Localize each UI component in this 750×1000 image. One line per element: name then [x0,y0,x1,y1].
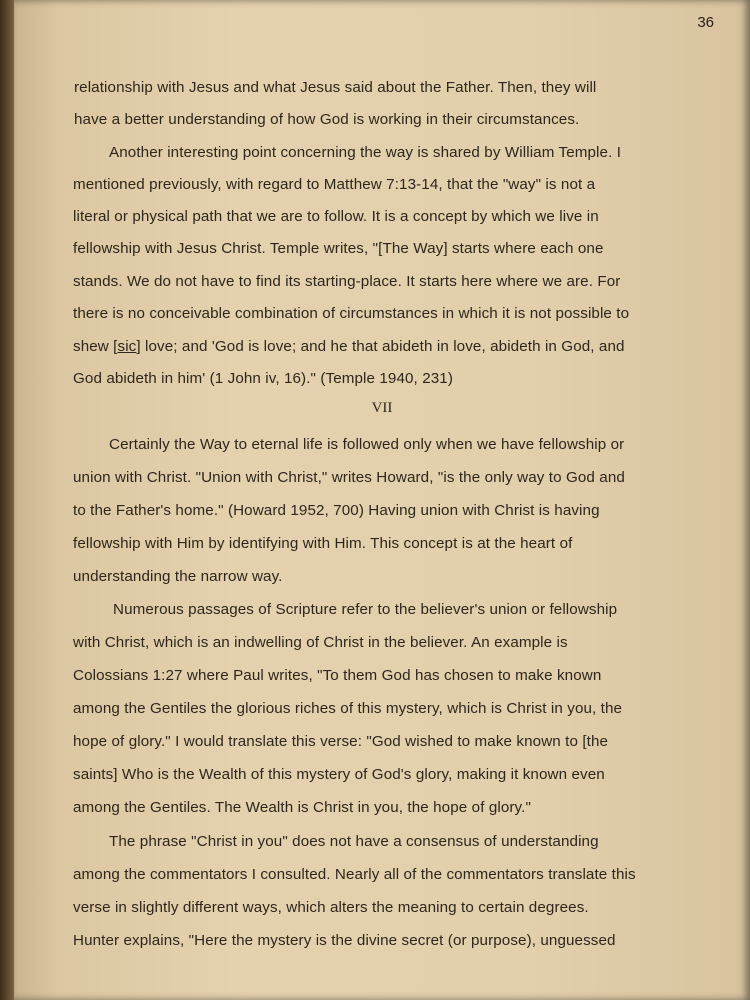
sic-underlined: sic [117,338,137,355]
text-line: hope of glory." I would translate this verse: "God wished to make known to [the [73,733,609,750]
section-heading: VII [371,400,393,416]
page-number: 36 [697,14,714,31]
text-run: ] love; and 'God is love; and he that abideth in love, abideth in God, and [136,338,625,355]
text-line: stands. We do not have to find its starting-place. It starts here where we are. For [73,273,621,290]
text-line: fellowship with Him by identifying with Him. This concept is at the heart of [73,535,573,552]
text-line: Hunter explains, "Here the mystery is the divine secret (or purpose), unguessed [73,932,616,949]
text-line: understanding the narrow way. [73,568,283,585]
book-page [14,0,750,1000]
text-line: Certainly the Way to eternal life is followed only when we have fellowship or [109,436,625,453]
text-line: Colossians 1:27 where Paul writes, "To them God has chosen to make known [73,667,602,684]
text-line: saints] Who is the Wealth of this mystery of God's glory, making it known even [73,766,605,783]
text-line: there is no conceivable combination of circumstances in which it is not possible to [73,305,630,322]
text-line: Another interesting point concerning the way is shared by William Temple. I [109,144,622,161]
text-line: have a better understanding of how God is working in their circumstances. [74,111,580,128]
text-line: The phrase "Christ in you" does not have a consensus of understanding [109,833,599,850]
text-line: among the Gentiles the glorious riches of this mystery, which is Christ in you, the [73,700,623,717]
text-line: relationship with Jesus and what Jesus said about the Father. Then, they will [74,79,597,96]
book-spine [0,0,14,1000]
text-line: union with Christ. "Union with Christ," writes Howard, "is the only way to God and [73,469,625,486]
text-line: Numerous passages of Scripture refer to the believer's union or fellowship [113,601,618,618]
text-line: mentioned previously, with regard to Matthew 7:13-14, that the "way" is not a [73,176,596,193]
text-line: verse in slightly different ways, which alters the meaning to certain degrees. [73,899,589,916]
text-line: God abideth in him' (1 John iv, 16)." (Temple 1940, 231) [73,370,453,387]
text-line: literal or physical path that we are to follow. It is a concept by which we live in [73,208,599,225]
text-line [73,338,625,355]
text-line: among the Gentiles. The Wealth is Christ in you, the hope of glory." [73,799,531,816]
text-line: with Christ, which is an indwelling of Christ in the believer. An example is [73,634,568,651]
text-line: to the Father's home." (Howard 1952, 700) Having union with Christ is having [73,502,600,519]
text-run: shew [ [73,338,118,355]
text-line: among the commentators I consulted. Nearly all of the commentators translate this [73,866,636,883]
text-line: fellowship with Jesus Christ. Temple writes, "[The Way] starts where each one [73,240,604,257]
